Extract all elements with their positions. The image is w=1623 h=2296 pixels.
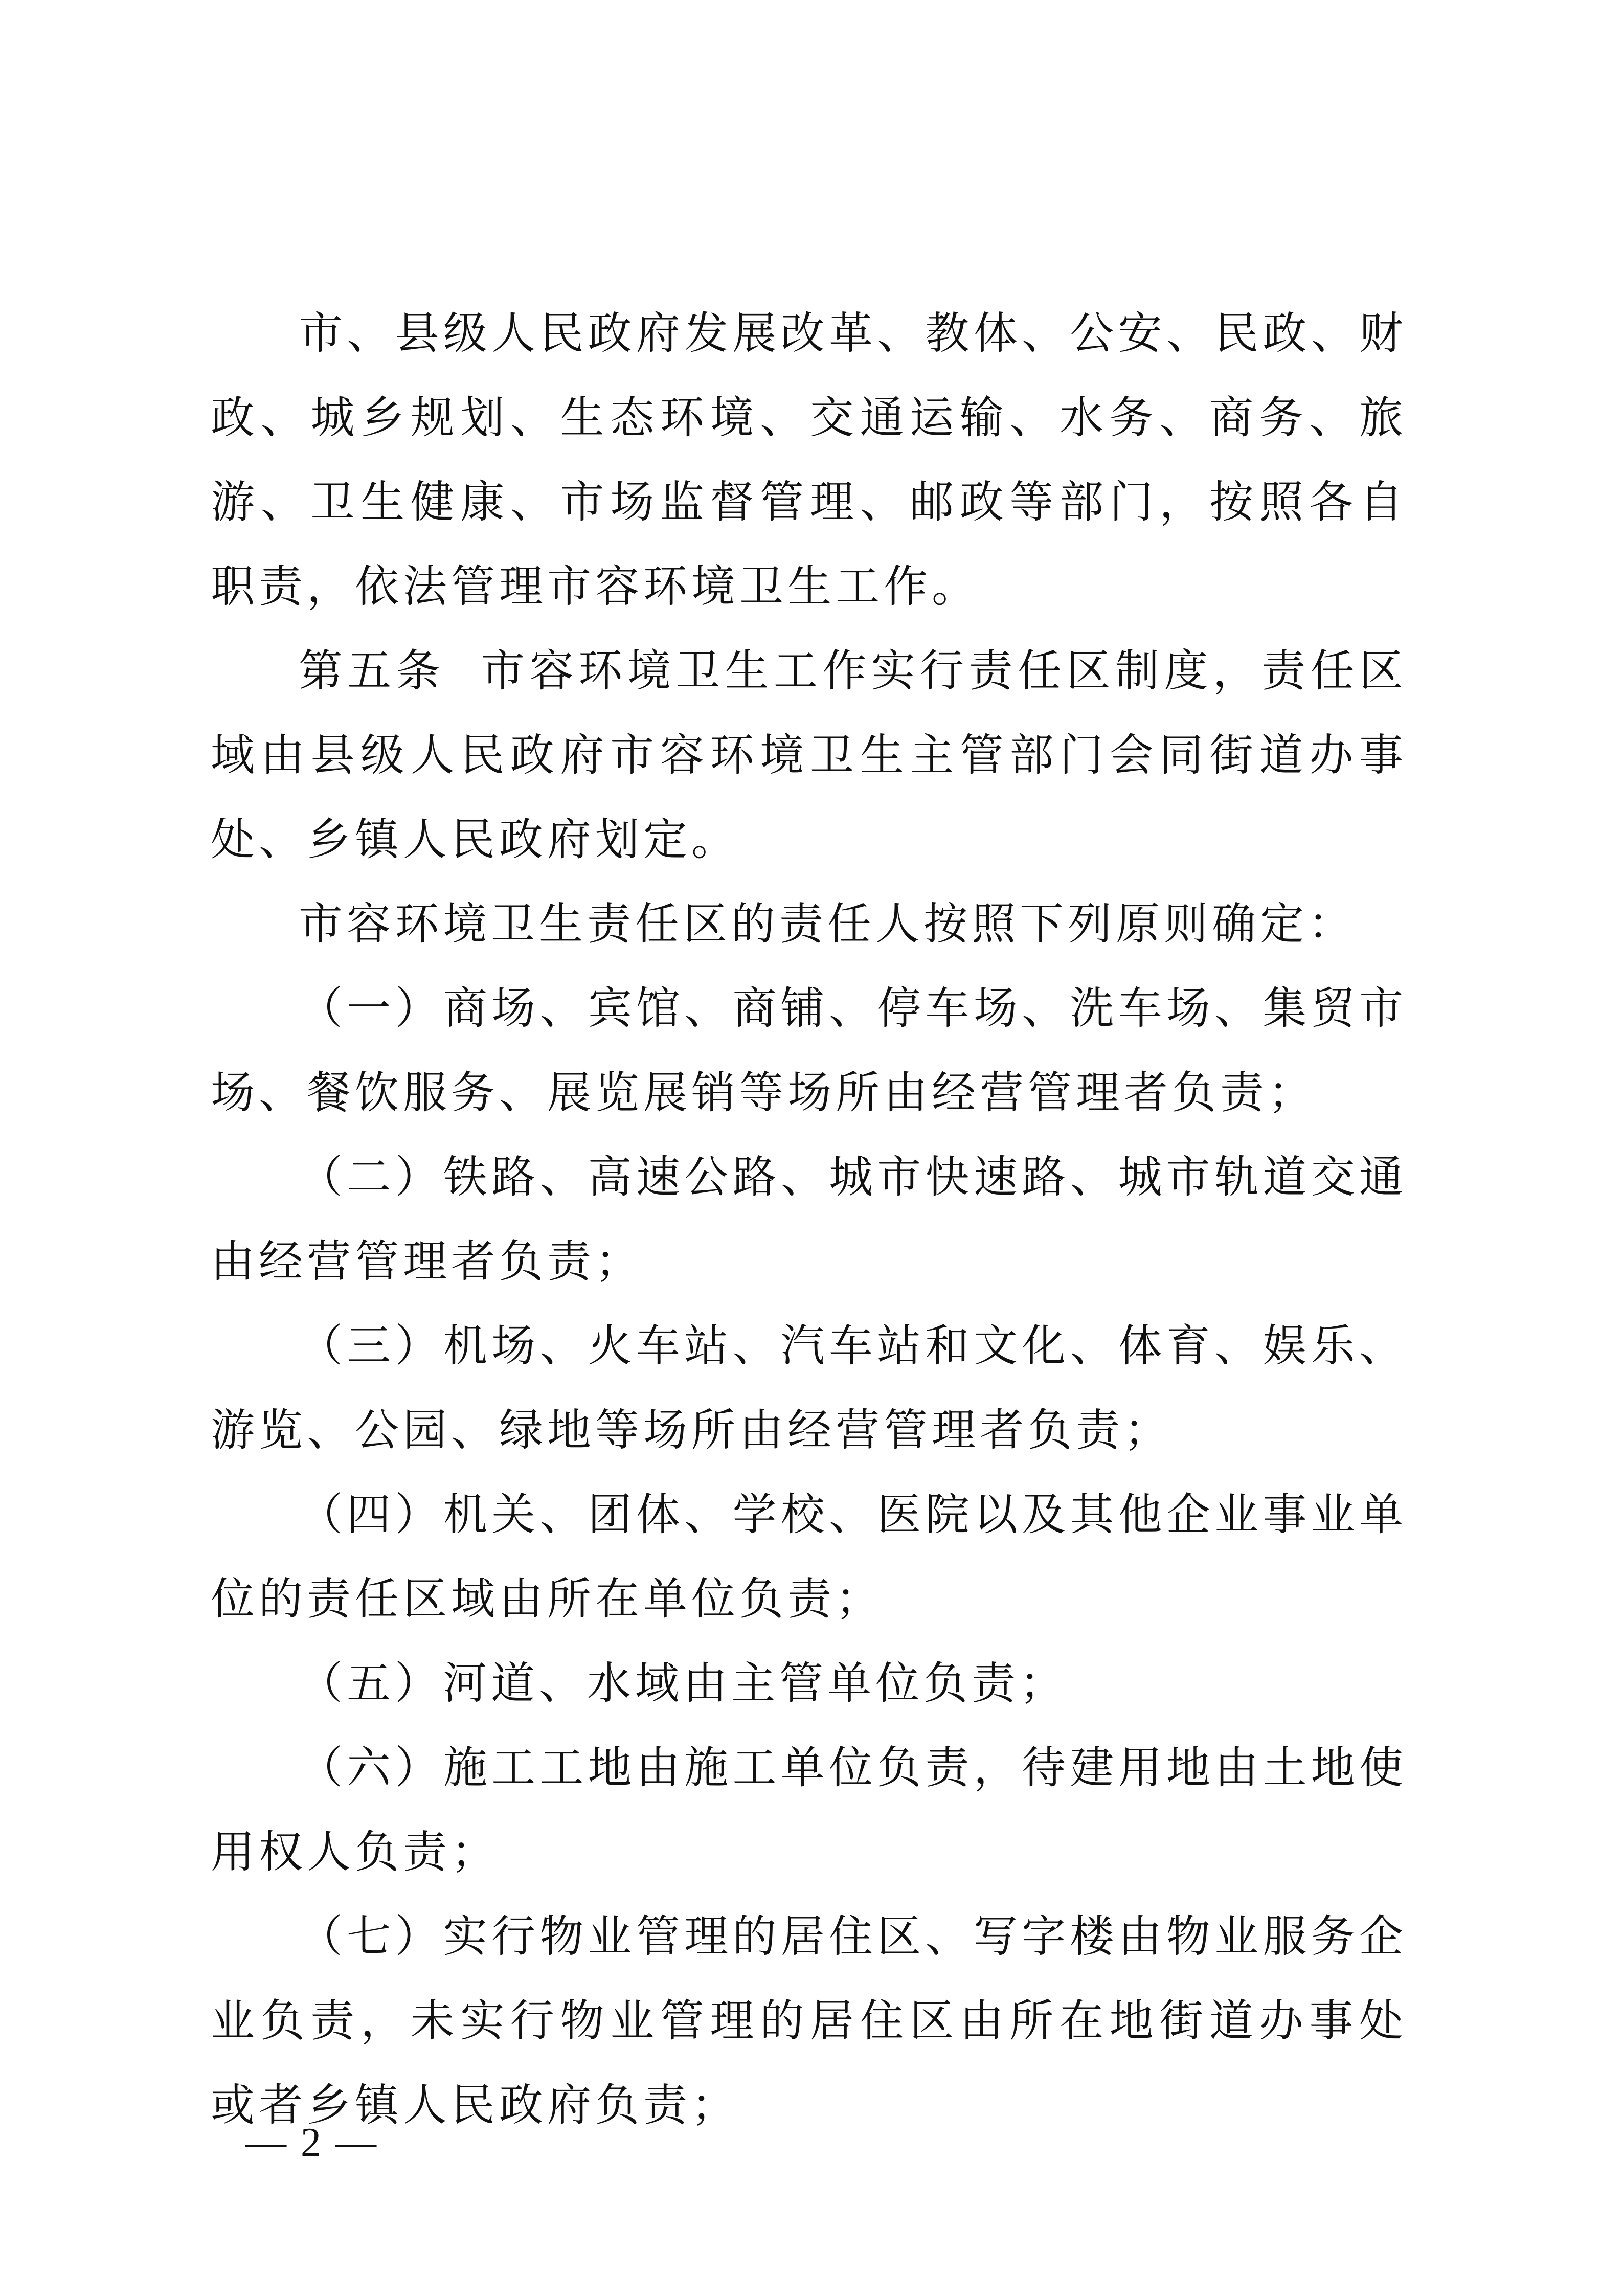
list-item-3: （三）机场、火车站、汽车站和文化、体育、娱乐、游览、公园、绿地等场所由经营管理者负责；: [211, 1320, 1407, 1456]
list-item-5: （五）河道、水域由主管单位负责；: [299, 1658, 1068, 1709]
paragraph-principles-intro: 市容环境卫生责任区的责任人按照下列原则确定：: [299, 898, 1356, 950]
article-5-text: 市容环境卫生工作实行责任区制度，责任区域由县级人民政府市容环境卫生主管部门会同街道办事处、乡镇人民政府划定。: [211, 645, 1408, 865]
list-item-1: （一）商场、宾馆、商铺、停车场、洗车场、集贸市场、餐饮服务、展览展销等场所由经营管理者负责；: [211, 983, 1407, 1118]
list-item-6: （六）施工工地由施工单位负责，待建用地由土地使用权人负责；: [211, 1742, 1407, 1878]
list-item-7: （七）实行物业管理的居住区、写字楼由物业服务企业负责，未实行物业管理的居住区由所在地街道办事处或者乡镇人民政府负责；: [211, 1911, 1407, 2131]
paragraph-article-5: [211, 629, 1407, 882]
page-number: — 2 —: [245, 2120, 378, 2165]
paragraph-departments: 市、县级人民政府发展改革、教体、公安、民政、财政、城乡规划、生态环境、交通运输、水务、商务、旅游、卫生健康、市场监督管理、邮政等部门，按照各自职责，依法管理市容环境卫生工作。: [211, 308, 1407, 612]
list-item-4: （四）机关、团体、学校、医院以及其他企业事业单位的责任区域由所在单位负责；: [211, 1489, 1407, 1625]
article-label: 第五条: [299, 645, 445, 696]
list-item-2: （二）铁路、高速公路、城市快速路、城市轨道交通由经营管理者负责；: [211, 1152, 1407, 1287]
